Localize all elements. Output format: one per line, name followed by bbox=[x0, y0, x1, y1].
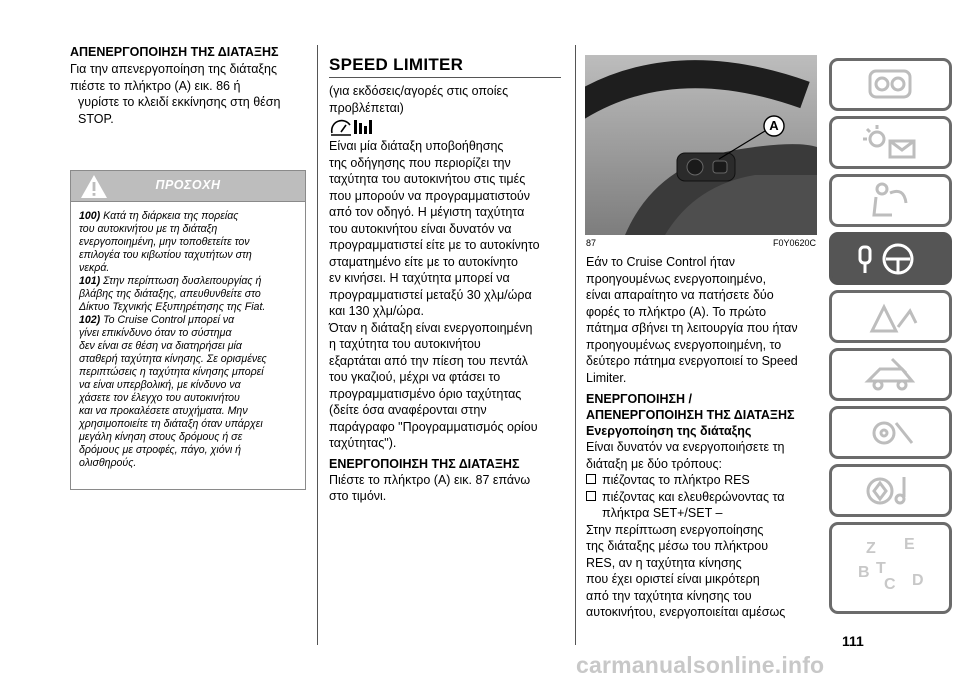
section-title-on-off-2: ΑΠΕΝΕΡΓΟΠΟΙΗΣΗ ΤΗΣ ΔΙΑΤΑΞΗΣ bbox=[586, 408, 795, 422]
music-nav-icon bbox=[832, 467, 949, 514]
figure-number: 87 bbox=[586, 238, 597, 248]
tab-technical-data[interactable] bbox=[829, 406, 952, 459]
text-line: STOP. bbox=[78, 111, 114, 126]
index-letter: C bbox=[884, 576, 896, 593]
text-line: που μπορούν να προγραμματιστούν bbox=[329, 188, 531, 203]
caution-line: γίνει επικίνδυνο όταν το σύστημα bbox=[79, 327, 232, 339]
text-line: του γκαζιού, μέχρι να φτάσει το bbox=[329, 370, 501, 384]
text-line: Είναι μία διάταξη υποβοήθησης bbox=[329, 139, 504, 153]
index-letter: T bbox=[876, 560, 886, 577]
text-line: Στην περίπτωση ενεργοποίησης bbox=[586, 522, 764, 537]
note-text: Κατά τη διάρκεια της πορείας bbox=[103, 210, 239, 222]
text-line: Εάν το Cruise Control ήταν bbox=[586, 255, 736, 269]
text-line: Limiter. bbox=[586, 370, 627, 385]
text-line: από την ταχύτητα κίνησης του bbox=[586, 588, 752, 603]
text-line: προηγουμένως ενεργοποιημένη, το bbox=[586, 337, 782, 352]
text-line: ταχύτητα του αυτοκινήτου στις τιμές bbox=[329, 172, 526, 186]
deactivation-text bbox=[70, 61, 310, 127]
figure-caption-row bbox=[586, 238, 816, 248]
bullet-text: πιέζοντας το πλήκτρο RES bbox=[602, 473, 750, 487]
steering-wheel-illustration bbox=[585, 55, 817, 235]
section-title-activation: ΕΝΕΡΓΟΠΟΙΗΣΗ ΤΗΣ ΔΙΑΤΑΞΗΣ bbox=[329, 456, 520, 471]
watermark: carmanualsonline.info bbox=[576, 652, 825, 678]
caution-line: ολισθηρούς. bbox=[79, 457, 137, 469]
text-line: που έχει οριστεί είναι μικρότερη bbox=[586, 572, 760, 586]
text-line: και 130 χλμ/ώρα. bbox=[329, 304, 424, 318]
tab-index[interactable] bbox=[829, 522, 952, 614]
caution-line: Δίκτυο Τεχνικής Εξυπηρέτησης της Fiat. bbox=[79, 301, 266, 313]
text-line: προγραμματιστεί μεταξύ 30 χλμ/ώρα bbox=[329, 287, 532, 302]
column-divider bbox=[575, 45, 576, 645]
tab-multimedia[interactable] bbox=[829, 464, 952, 517]
text-line: εξαρτάται από την πίεση του πεντάλ bbox=[329, 353, 528, 368]
caution-line: βλάβης της διάταξης, απευθυνθείτε στο bbox=[79, 288, 261, 300]
text-line: του αυτοκινήτου είναι δυνατόν να bbox=[329, 221, 512, 236]
right-column bbox=[586, 254, 822, 621]
caution-line bbox=[79, 210, 299, 223]
text-line: Όταν η διάταξη είναι ενεργοποιημένη bbox=[329, 320, 533, 335]
caution-line: δεν είναι σε θέση να διατηρήσει μία bbox=[79, 340, 242, 352]
text-line: είναι απαραίτητο να πατήσετε δύο bbox=[586, 288, 774, 302]
caution-line: μεγάλη κίνηση στους δρόμους ή σε bbox=[79, 431, 243, 443]
bullet-item bbox=[586, 489, 822, 506]
text-line: RES, αν η ταχύτητα κίνησης bbox=[586, 555, 742, 570]
text-line: η ταχύτητα του αυτοκινήτου bbox=[329, 337, 481, 351]
text-line: (για εκδόσεις/αγορές στις οποίες bbox=[329, 84, 509, 98]
index-letter: Z bbox=[866, 540, 876, 557]
note-text: To Cruise Control μπορεί να bbox=[103, 314, 235, 326]
speed-limiter-symbol-icon bbox=[329, 117, 375, 137]
bullet-square-icon bbox=[586, 491, 596, 501]
text-line: γυρίστε το κλειδί εκκίνησης στη θέση bbox=[78, 95, 281, 109]
note-number: 101) bbox=[79, 275, 101, 287]
caution-line: σταθερή ταχύτητα κίνησης. Σε ορισμένες bbox=[79, 353, 267, 365]
text-line: παράγραφο "Προγραμματισμός ορίου bbox=[329, 419, 538, 434]
title-rule bbox=[329, 77, 561, 78]
section-title-on-off: ΕΝΕΡΓΟΠΟΙΗΣΗ / bbox=[586, 392, 692, 406]
middle-column bbox=[329, 55, 569, 505]
bullet-square-icon bbox=[586, 474, 596, 484]
caution-title: ΠΡΟΣΟΧΗ bbox=[155, 178, 221, 192]
caution-line: χρησιμοποιείτε τη διάταξη όταν υπάρχει bbox=[79, 418, 263, 430]
note-number: 102) bbox=[79, 314, 101, 326]
text-line: (δείτε όσα αναφέρονται στην bbox=[329, 403, 487, 417]
warning-crash-icon bbox=[832, 293, 949, 340]
note-text: Στην περίπτωση δυσλειτουργίας ή bbox=[103, 275, 262, 287]
caution-line: περιπτώσεις η ταχύτητα κίνησης μπορεί bbox=[79, 366, 264, 378]
caution-line: δρόμους με στροφές, πάγο, χιόνι ή bbox=[79, 444, 242, 456]
tab-safety[interactable] bbox=[829, 174, 952, 227]
caution-line: και να προκαλέσετε ατυχήματα. Μην bbox=[79, 405, 248, 417]
text-line: πλήκτρα SET+/SET – bbox=[602, 506, 723, 520]
subsection-title-activation: Ενεργοποίηση της διάταξης bbox=[586, 424, 752, 438]
sun-envelope-icon bbox=[832, 119, 949, 166]
text-line: προγραμματιστεί είτε με το αυτοκίνητο bbox=[329, 238, 540, 252]
text-line: στο τιμόνι. bbox=[329, 489, 387, 503]
tab-lights-info[interactable] bbox=[829, 116, 952, 169]
text-line: διάταξη με δύο τρόπους: bbox=[586, 456, 722, 471]
text-line: αυτοκινήτου, ενεργοποιείται αμέσως bbox=[586, 605, 786, 619]
section-title-deactivation: ΑΠΕΝΕΡΓΟΠΟΙΗΣΗ ΤΗΣ ΔΙΑΤΑΞΗΣ bbox=[70, 45, 279, 59]
text-line: προβλέπεται) bbox=[329, 100, 404, 115]
caution-line: νεκρά. bbox=[79, 262, 110, 274]
index-letter: B bbox=[858, 564, 870, 581]
wrench-car-icon bbox=[832, 351, 949, 398]
steering-wheel-figure bbox=[585, 55, 817, 235]
text-line: φορές το πλήκτρο (A). Το πρώτο bbox=[586, 304, 767, 319]
bullet-item bbox=[586, 472, 822, 489]
tab-starting-driving[interactable] bbox=[829, 232, 952, 285]
index-letter: E bbox=[904, 536, 915, 553]
steering-key-icon bbox=[832, 235, 949, 282]
bullet-text: πιέζοντας και ελευθερώνοντας τα bbox=[602, 489, 785, 504]
tab-dashboard[interactable] bbox=[829, 58, 952, 111]
text-line: της οδήγησης που περιορίζει την bbox=[329, 155, 511, 170]
note-number: 100) bbox=[79, 210, 101, 222]
text-line: Πιέστε το πλήκτρο (A) εικ. 87 επάνω bbox=[329, 472, 531, 487]
tab-emergency[interactable] bbox=[829, 290, 952, 343]
text-line: ταχύτητας"). bbox=[329, 436, 397, 450]
caution-line: να είναι υπερβολική, με κίνδυνο να bbox=[79, 379, 241, 391]
text-line: προηγουμένως ενεργοποιημένο, bbox=[586, 271, 767, 286]
caution-line: ενεργοποιημένη, μην τοποθετείτε τον bbox=[79, 236, 250, 248]
index-letter: D bbox=[912, 572, 924, 589]
car-dashboard-icon bbox=[832, 61, 949, 108]
text-line: από τον οδηγό. Η μέγιστη ταχύτητα bbox=[329, 205, 525, 219]
callout-label: A bbox=[769, 118, 779, 133]
text-line: της διάταξης μέσω του πλήκτρου bbox=[586, 539, 769, 553]
text-line: προγραμματισμένο όριο ταχύτητας bbox=[329, 386, 522, 401]
column-divider bbox=[317, 45, 318, 645]
text-line: εν κινήσει. Η ταχύτητα μπορεί να bbox=[329, 271, 510, 285]
text-line: πάτημα σβήνει τη λειτουργία που ήταν bbox=[586, 321, 798, 335]
index-letters-icon bbox=[832, 525, 949, 611]
tab-maintenance[interactable] bbox=[829, 348, 952, 401]
caution-body bbox=[71, 202, 305, 470]
page-number: 111 bbox=[842, 633, 864, 649]
caution-line: του αυτοκινήτου με τη διάταξη bbox=[79, 223, 218, 235]
caution-line bbox=[79, 314, 299, 327]
gear-tool-icon bbox=[832, 409, 949, 456]
caution-box bbox=[70, 170, 306, 490]
caution-line: επιλογέα του κιβωτίου ταχυτήτων στη bbox=[79, 249, 252, 261]
caution-line: χάσετε τον έλεγχο του αυτοκινήτου bbox=[79, 392, 240, 404]
text-line: Για την απενεργοποίηση της διάταξης bbox=[70, 62, 277, 76]
text-line: πιέστε το πλήκτρο (A) εικ. 86 ή bbox=[70, 78, 241, 93]
speed-limiter-title: SPEED LIMITER bbox=[329, 55, 464, 74]
figure-code: F0Y0620C bbox=[772, 238, 816, 248]
text-line: δεύτερο πάτημα ενεργοποιεί το Speed bbox=[586, 354, 798, 368]
text-line: σταματημένο είτε με το αυτοκίνητο bbox=[329, 254, 518, 269]
seat-airbag-icon bbox=[832, 177, 949, 224]
caution-line bbox=[79, 275, 299, 288]
caution-header bbox=[71, 171, 305, 202]
text-line: Είναι δυνατόν να ενεργοποιήσετε τη bbox=[586, 440, 785, 454]
